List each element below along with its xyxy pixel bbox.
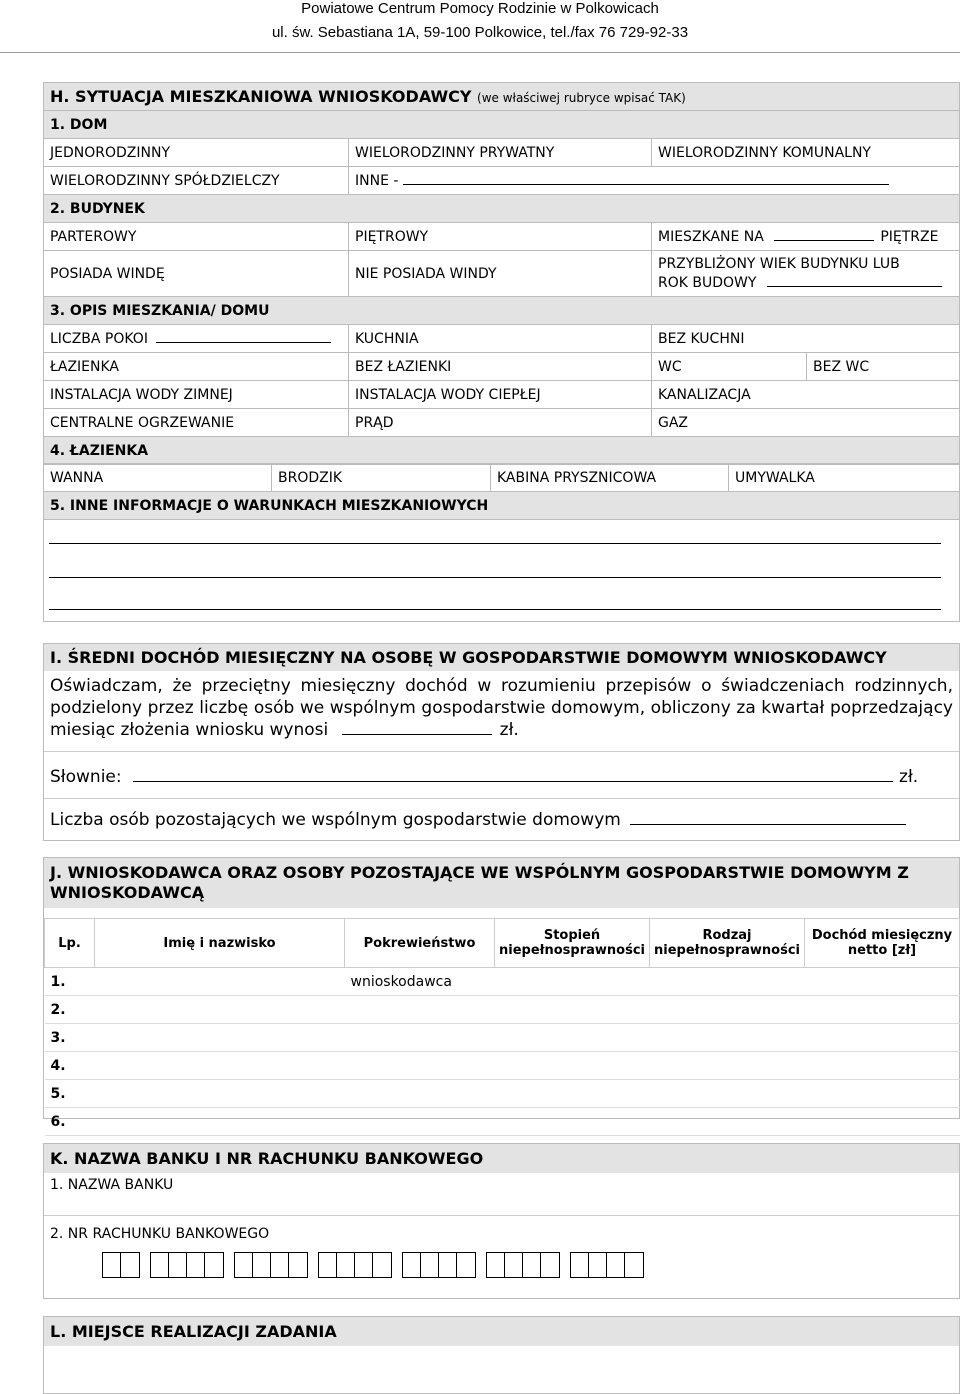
household-cell[interactable] <box>495 996 650 1024</box>
account-digit-box[interactable] <box>373 1253 391 1277</box>
wiek-label-2: ROK BUDOWY <box>658 274 757 291</box>
household-cell[interactable] <box>495 968 650 996</box>
row-number: 2. <box>45 996 95 1024</box>
inne-field[interactable] <box>349 167 960 195</box>
account-digit-box[interactable] <box>169 1253 187 1277</box>
household-header-0: Lp. <box>45 919 95 968</box>
household-cell[interactable] <box>495 1108 650 1136</box>
row-number: 3. <box>45 1024 95 1052</box>
mieszkane-label: MIESZKANE NA <box>658 228 764 245</box>
account-digit-box[interactable] <box>205 1253 223 1277</box>
household-cell[interactable] <box>650 1024 805 1052</box>
account-digit-box[interactable] <box>439 1253 457 1277</box>
wielo-komunalny-field[interactable]: WIELORODZINNY KOMUNALNY <box>652 139 960 167</box>
bez-wc-field[interactable]: BEZ WC <box>807 353 960 381</box>
household-cell[interactable] <box>95 968 345 996</box>
relation-cell[interactable] <box>345 1080 495 1108</box>
account-digit-box[interactable] <box>355 1253 373 1277</box>
pietrze-label: PIĘTRZE <box>880 228 939 245</box>
account-digit-group[interactable] <box>150 1252 224 1278</box>
wielo-spoldz-field[interactable]: WIELORODZINNY SPÓŁDZIELCZY <box>44 167 349 195</box>
account-digit-box[interactable] <box>541 1253 559 1277</box>
household-cell[interactable] <box>805 1052 960 1080</box>
account-digit-box[interactable] <box>607 1253 625 1277</box>
nie-posiada-windy-field[interactable]: NIE POSIADA WINDY <box>349 251 652 297</box>
account-digit-box[interactable] <box>235 1253 253 1277</box>
gaz-field[interactable]: GAZ <box>652 409 960 437</box>
account-digit-box[interactable] <box>103 1253 121 1277</box>
household-header-4: Rodzaj niepełnosprawności <box>650 919 805 968</box>
kanalizacja-field[interactable]: KANALIZACJA <box>652 381 960 409</box>
lazienka-field[interactable]: ŁAZIENKA <box>44 353 349 381</box>
inne-blank[interactable] <box>403 184 889 185</box>
account-digit-box[interactable] <box>571 1253 589 1277</box>
household-cell[interactable] <box>650 1108 805 1136</box>
account-digit-box[interactable] <box>289 1253 307 1277</box>
liczba-osob-row <box>44 809 959 831</box>
account-digit-box[interactable] <box>487 1253 505 1277</box>
umywalka-field[interactable]: UMYWALKA <box>729 464 960 492</box>
dom-heading: 1. DOM <box>44 111 960 139</box>
section-j-title: J. WNIOSKODAWCA ORAZ OSOBY POZOSTAJĄCE WE WSPÓLNYM GOSPODARSTWIE DOMOWYM Z WNIOSKODAWCĄ <box>44 858 959 908</box>
woda-ciepla-field[interactable]: INSTALACJA WODY CIEPŁEJ <box>349 381 652 409</box>
wiek-blank[interactable] <box>767 286 942 287</box>
household-header-1: Imię i nazwisko <box>95 919 345 968</box>
account-label: 2. NR RACHUNKU BANKOWEGO <box>50 1226 270 1242</box>
account-digit-box[interactable] <box>271 1253 289 1277</box>
account-digit-group[interactable] <box>402 1252 476 1278</box>
wielo-prywatny-field[interactable]: WIELORODZINNY PRYWATNY <box>349 139 652 167</box>
row-number: 6. <box>45 1108 95 1136</box>
wc-field[interactable]: WC <box>652 353 807 381</box>
budynek-heading: 2. BUDYNEK <box>44 195 960 223</box>
bez-kuchni-field[interactable]: BEZ KUCHNI <box>652 325 960 353</box>
wiek-budynku-field[interactable] <box>652 251 960 297</box>
section-j <box>43 857 960 1130</box>
lazienka-heading: 4. ŁAZIENKA <box>44 437 960 465</box>
household-header-2: Pokrewieństwo <box>345 919 495 968</box>
household-cell[interactable] <box>805 1024 960 1052</box>
wanna-field[interactable]: WANNA <box>44 464 272 492</box>
section-l-title: L. MIEJSCE REALIZACJI ZADANIA <box>44 1317 959 1346</box>
row-number: 5. <box>45 1080 95 1108</box>
woda-zimna-field[interactable]: INSTALACJA WODY ZIMNEJ <box>44 381 349 409</box>
inne-info-line-1[interactable] <box>49 543 941 544</box>
household-row <box>45 1080 960 1108</box>
account-digit-box[interactable] <box>457 1253 475 1277</box>
slownie-zl: zł. <box>899 767 919 787</box>
household-header-3: Stopień niepełnosprawności <box>495 919 650 968</box>
household-cell[interactable] <box>95 1080 345 1108</box>
pietrowy-field[interactable]: PIĘTROWY <box>349 223 652 251</box>
household-cell[interactable] <box>805 1108 960 1136</box>
header-divider <box>0 52 960 53</box>
household-cell[interactable] <box>95 996 345 1024</box>
liczba-pokoi-blank[interactable] <box>156 342 331 343</box>
kabina-field[interactable]: KABINA PRYSZNICOWA <box>491 464 729 492</box>
kuchnia-field[interactable]: KUCHNIA <box>349 325 652 353</box>
household-row <box>45 968 960 996</box>
household-cell[interactable] <box>650 1080 805 1108</box>
jednorodzinny-field[interactable]: JEDNORODZINNY <box>44 139 349 167</box>
account-digit-box[interactable] <box>337 1253 355 1277</box>
inne-info-line-3[interactable] <box>49 609 941 610</box>
account-digit-box[interactable] <box>253 1253 271 1277</box>
bank-name-row[interactable] <box>44 1173 959 1216</box>
section-l <box>43 1316 960 1394</box>
household-cell[interactable] <box>650 968 805 996</box>
household-cell[interactable] <box>95 1052 345 1080</box>
mieszkane-na-field[interactable] <box>652 223 960 251</box>
pietro-blank[interactable] <box>774 240 874 241</box>
co-field[interactable]: CENTRALNE OGRZEWANIE <box>44 409 349 437</box>
bank-name-label: 1. NAZWA BANKU <box>50 1177 174 1193</box>
section-k <box>43 1143 960 1299</box>
household-cell[interactable] <box>805 968 960 996</box>
section-h-note: (we właściwej rubryce wpisać TAK) <box>477 91 686 105</box>
household-cell[interactable] <box>650 1052 805 1080</box>
household-cell[interactable] <box>805 996 960 1024</box>
account-digit-box[interactable] <box>523 1253 541 1277</box>
income-text: Oświadczam, że przeciętny miesięczny dochód w rozumieniu przepisów o świadczeniach rodzinnych, podzielony przez liczbę osób we wspólnym gospodarstwie domowym, obliczony za kwartał poprzedzający miesiąc złożenia wniosku wynosi <box>50 676 953 740</box>
account-digit-group[interactable] <box>234 1252 308 1278</box>
account-digit-box[interactable] <box>625 1253 643 1277</box>
office-address: ul. św. Sebastiana 1A, 59-100 Polkowice, tel./fax 76 729-92-33 <box>271 24 689 41</box>
inne-info-box <box>43 519 960 622</box>
household-cell[interactable] <box>650 996 805 1024</box>
household-row <box>45 1024 960 1052</box>
household-header-5: Dochód miesięczny netto [zł] <box>805 919 960 968</box>
section-i-title: I. ŚREDNI DOCHÓD MIESIĘCZNY NA OSOBĘ W GOSPODARSTWIE DOMOWYM WNIOSKODAWCY <box>44 644 959 671</box>
inne-label: INNE - <box>355 172 399 189</box>
slownie-label: Słownie: <box>50 767 122 787</box>
account-digit-box[interactable] <box>505 1253 523 1277</box>
household-table <box>44 918 960 1136</box>
inne-info-heading: 5. INNE INFORMACJE O WARUNKACH MIESZKANIOWYCH <box>44 492 960 520</box>
account-number-boxes[interactable] <box>44 1252 959 1281</box>
account-digit-group[interactable] <box>486 1252 560 1278</box>
household-cell[interactable] <box>95 1108 345 1136</box>
slownie-row <box>44 766 959 788</box>
liczba-osob-label: Liczba osób pozostających we wspólnym gospodarstwie domowym <box>50 810 621 830</box>
posiada-winde-field[interactable]: POSIADA WINDĘ <box>44 251 349 297</box>
household-cell[interactable] <box>95 1024 345 1052</box>
brodzik-field[interactable]: BRODZIK <box>272 464 491 492</box>
inne-info-line-2[interactable] <box>49 577 941 578</box>
section-k-title: K. NAZWA BANKU I NR RACHUNKU BANKOWEGO <box>44 1144 959 1173</box>
household-cell[interactable] <box>495 1024 650 1052</box>
parterowy-field[interactable]: PARTEROWY <box>44 223 349 251</box>
bez-lazienki-field[interactable]: BEZ ŁAZIENKI <box>349 353 652 381</box>
relation-cell[interactable] <box>345 996 495 1024</box>
account-digit-box[interactable] <box>121 1253 139 1277</box>
account-digit-box[interactable] <box>421 1253 439 1277</box>
wiek-label-1: PRZYBLIŻONY WIEK BUDYNKU LUB <box>658 255 900 272</box>
section-h-table <box>43 82 960 465</box>
relation-cell[interactable] <box>345 1108 495 1136</box>
liczba-osob-blank[interactable] <box>630 824 906 825</box>
account-digit-group[interactable] <box>102 1252 140 1278</box>
account-digit-box[interactable] <box>187 1253 205 1277</box>
income-blank[interactable] <box>342 734 492 735</box>
income-statement <box>44 675 959 741</box>
income-zl: zł. <box>499 720 519 740</box>
household-row <box>45 1108 960 1136</box>
account-digit-box[interactable] <box>403 1253 421 1277</box>
section-i <box>43 643 960 841</box>
household-cell[interactable] <box>495 1052 650 1080</box>
prad-field[interactable]: PRĄD <box>349 409 652 437</box>
section-h-title: H. SYTUACJA MIESZKANIOWA WNIOSKODAWCY <box>50 87 472 106</box>
relation-cell[interactable] <box>345 1024 495 1052</box>
household-cell[interactable] <box>805 1080 960 1108</box>
office-name: Powiatowe Centrum Pomocy Rodzinie w Polkowicach <box>301 0 659 17</box>
liczba-pokoi-field[interactable] <box>44 325 349 353</box>
household-row <box>45 996 960 1024</box>
row-number: 4. <box>45 1052 95 1080</box>
row-number: 1. <box>45 968 95 996</box>
relation-cell[interactable]: wnioskodawca <box>345 968 495 996</box>
account-digit-box[interactable] <box>151 1253 169 1277</box>
household-row <box>45 1052 960 1080</box>
opis-heading: 3. OPIS MIESZKANIA/ DOMU <box>44 297 960 325</box>
slownie-blank[interactable] <box>133 781 893 782</box>
account-digit-group[interactable] <box>318 1252 392 1278</box>
liczba-pokoi-label: LICZBA POKOI <box>50 330 148 347</box>
relation-cell[interactable] <box>345 1052 495 1080</box>
account-digit-box[interactable] <box>589 1253 607 1277</box>
lazienka-table <box>43 463 960 520</box>
household-cell[interactable] <box>495 1080 650 1108</box>
account-digit-box[interactable] <box>319 1253 337 1277</box>
account-digit-group[interactable] <box>570 1252 644 1278</box>
